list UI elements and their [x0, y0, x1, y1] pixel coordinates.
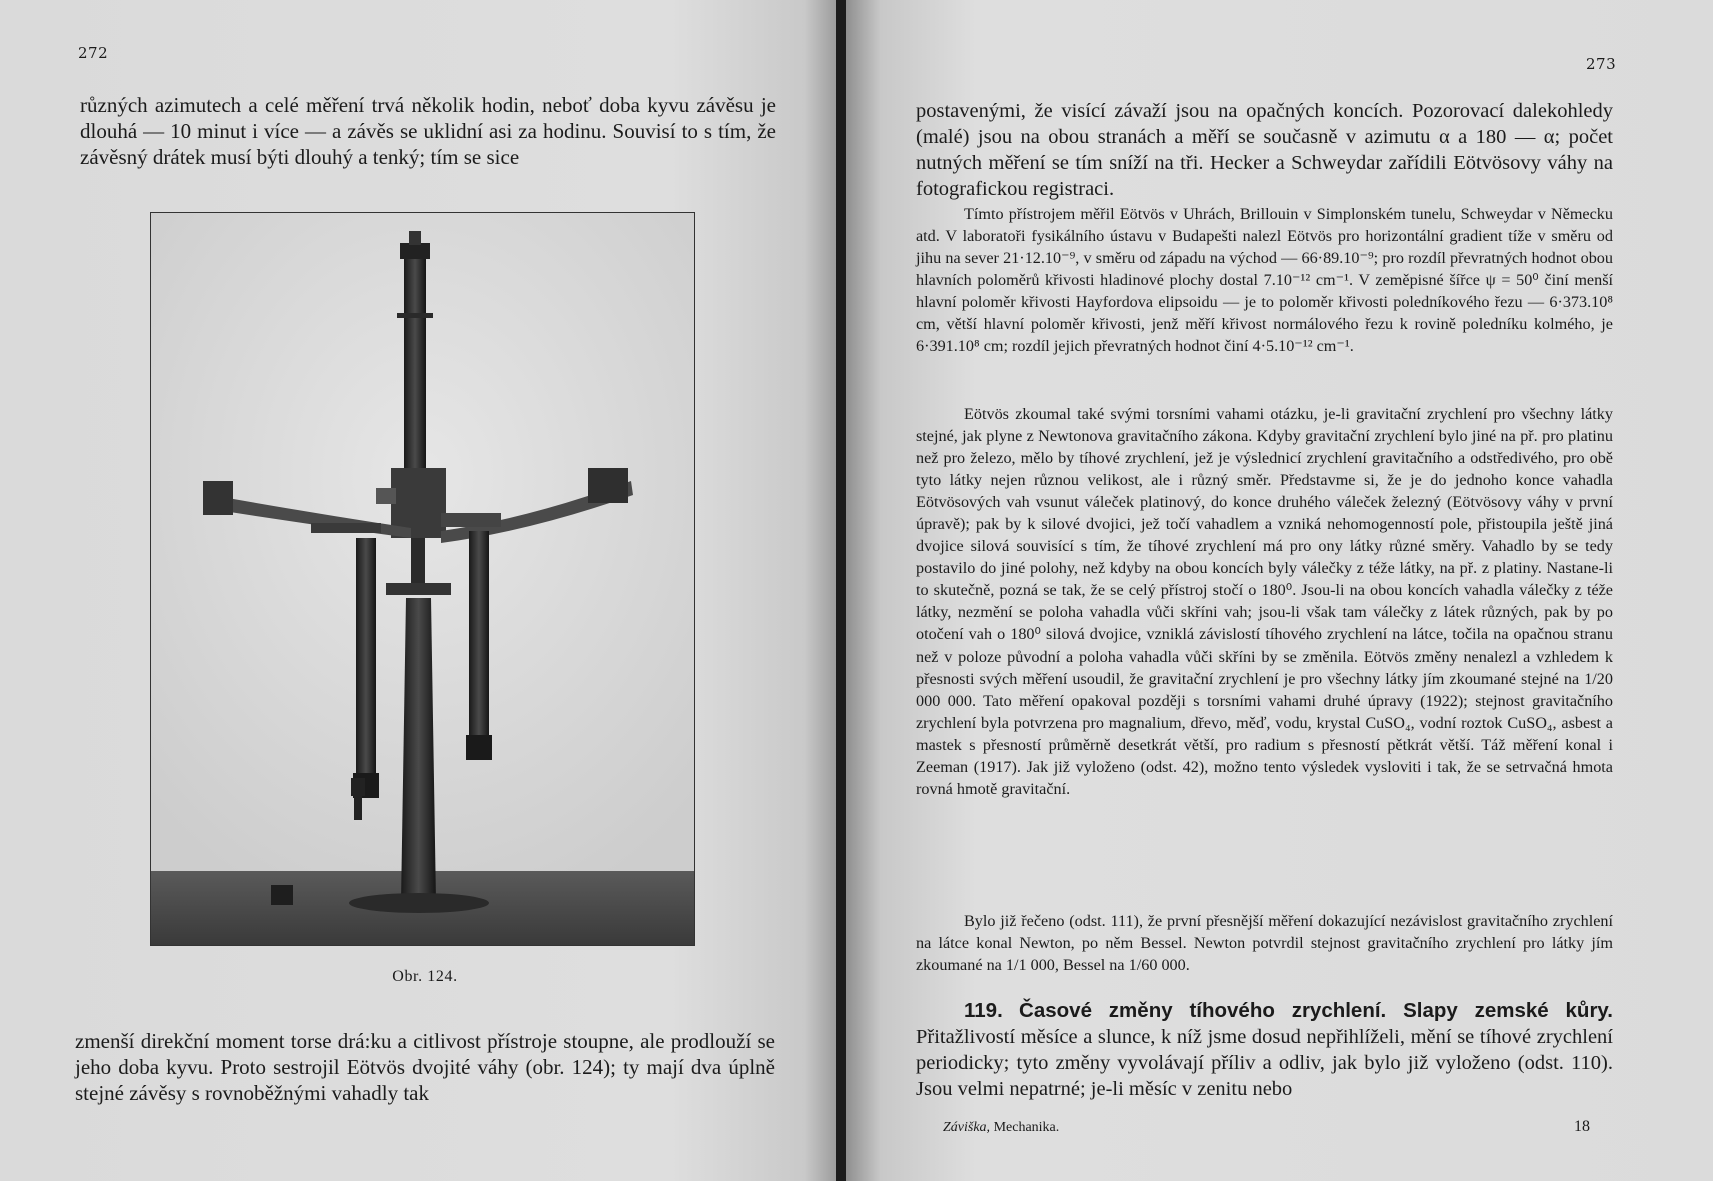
right-p3-text: Eötvös zkoumal také svými torsními vahami otázku, je-li gravitační zrychlení pro všechny látky stejné, jak plyne z Newtonova gravitačního zákona. Kdyby gravitační zrychlení bylo jiné na př. pro platinu než pro železo, mělo by tíhové zrychlení, jež je výslednicí zrychlení gravitačního a odstředivého, pro obě tyto látky nejen různou velikost, ale i různý směr. Představme si, že je do jednoho konce vahadla Eötvösových vah vsunut váleček platinový, do konce druhého váleček železný (Eötvösovy váhy v první úpravě); pak by k silové dvojici, jež točí vahadlem a vzniká nehomogenností pole, přistoupila ještě jiná dvojice silová souvisící s tím, že tíhové zrychlení má pro ony látky různé směry. Vahadlo by se tedy postavilo do jiné polohy, než kdyby na obou koncích byly válečky z téže látky, na př. z platiny. Nastane-li to skutečně, pozná se tak, že se celý přístroj stočí o 180⁰. Jsou-li na obou koncích vahadla válečky z téže látky, nezmění se poloha vahadla vůči skříni vah; jsou-li však tam válečky z látek různých, pak by po otočení vah o 180⁰ silová dvojice, vzniklá závislostí tíhového zrychlení na látce, točila na opačnou stranu než v poloze původní a poloha vahadla vůči skříni by se změnila. Eötvös změny nenalezl a vzhledem k přesnosti svých měření usoudil, že gravitační zrychlení je pro všechny látky jím zkoumané stejné na 1/20 000 000. Tato měření opakoval později s torsními vahami druhé úpravy (1922); stejnost gravitačního zrychlení byla potvrzena pro magnalium, dřevo, měď, vodu, krystal CuSO₄, vodní roztok CuSO₄, asbest a mastek s přesností průměrně desetkrát větší, pro radium s přesností pětkrát větší. Táž měření konal i Zeeman (1917). Jak již vyloženo (odst. 42), možno tento výsledek vysloviti i tak, že se setrvačná hmota rovná hmotě gravitační.	[916, 405, 1613, 798]
right-p2-text: Tímto přístrojem měřil Eötvös v Uhrách, Brillouin v Simplonském tunelu, Schweydar v Německu atd. V laboratoři fysikálního ústavu v Budapešti nalezl Eötvös pro horizontální gradient tíže v směru od jihu na sever 21·12.10⁻⁹, v směru od západu na východ — 66·89.10⁻⁹; pro rozdíl převratných hodnot obou hlavních poloměrů křivosti hladinové plochy dostal 7.10⁻¹² cm⁻¹. V zeměpisné šířce ψ = 50⁰ činí menší hlavní poloměr křivosti Hayfordova elipsoidu — je to poloměr křivosti poledníkového řezu — 6·373.10⁸ cm, větší hlavní poloměr křivosti, jenž měří křivost normálového řezu k rovině poledníku kolmého, je 6·391.10⁸ cm; rozdíl jejich převratných hodnot činí 4·5.10⁻¹² cm⁻¹.	[916, 205, 1613, 356]
section-number: 119.	[964, 999, 1003, 1022]
left-top-text: různých azimutech a celé měření trvá několik hodin, neboť doba kyvu závěsu je dlouhá — 10 minut i více — a závěs se uklidní asi za hodinu. Souvisí to s tím, že závěsný drátek musí býti dlouhý a tenký; tím se sice	[80, 93, 776, 169]
footer-author: Záviška,	[943, 1120, 991, 1135]
page-number-right: 273	[1586, 55, 1617, 73]
running-footer	[943, 1120, 1059, 1136]
left-bottom-text: zmenší direkční moment torse drá:ku a citlivost přístroje stoupne, ale prodlouží se jeho doba kyvu. Proto sestrojil Eötvös dvojité váhy (obr. 124); ty mají dva úplně stejné závěsy s rovnoběžnými vahadly tak	[75, 1029, 775, 1105]
right-paragraph-4	[916, 910, 1613, 976]
signature-mark: 18	[1574, 1118, 1590, 1135]
torsion-balance-illustration	[151, 213, 694, 945]
section-text: Přitažlivostí měsíce a slunce, k níž jsme dosud nepřihlíželi, mění se tíhové zrychlení periodicky; tyto změny vyvolávají příliv a odliv, jak bylo již vyloženo (odst. 110). Jsou velmi nepatrné; je-li měsíc v zenitu nebo	[916, 1026, 1613, 1100]
section-119	[916, 998, 1613, 1102]
right-p1-text: postavenými, že visící závaží jsou na opačných koncích. Pozorovací dalekohledy (malé) jsou na obou stranách a měří se současně v azimutu α a 180 — α; počet nutných měření se tím sníží na tři. Hecker a Schweydar zařídili Eötvösovy váhy na fotografickou registraci.	[916, 100, 1613, 200]
figure-photo	[150, 212, 695, 946]
right-p4-text: Bylo již řečeno (odst. 111), že první přesnější měření dokazující nezávislost gravitačního zrychlení na látce konal Newton, po něm Bessel. Newton potvrdil stejnost gravitačního zrychlení pro látky jím zkoumané na 1/1 000, Bessel na 1/60 000.	[916, 912, 1613, 975]
right-page	[846, 0, 1713, 1181]
footer-title: Mechanika.	[993, 1120, 1060, 1135]
right-paragraph-2	[916, 203, 1613, 357]
page-number-left: 272	[78, 44, 109, 62]
right-paragraph-3	[916, 403, 1613, 800]
section-title: Časové změny tíhového zrychlení. Slapy zemské kůry.	[1019, 999, 1613, 1022]
right-paragraph-1	[916, 98, 1613, 202]
left-bottom-paragraph	[75, 1028, 775, 1106]
left-top-paragraph	[80, 92, 776, 170]
left-page	[0, 0, 838, 1181]
figure-caption: Obr. 124.	[392, 968, 458, 985]
